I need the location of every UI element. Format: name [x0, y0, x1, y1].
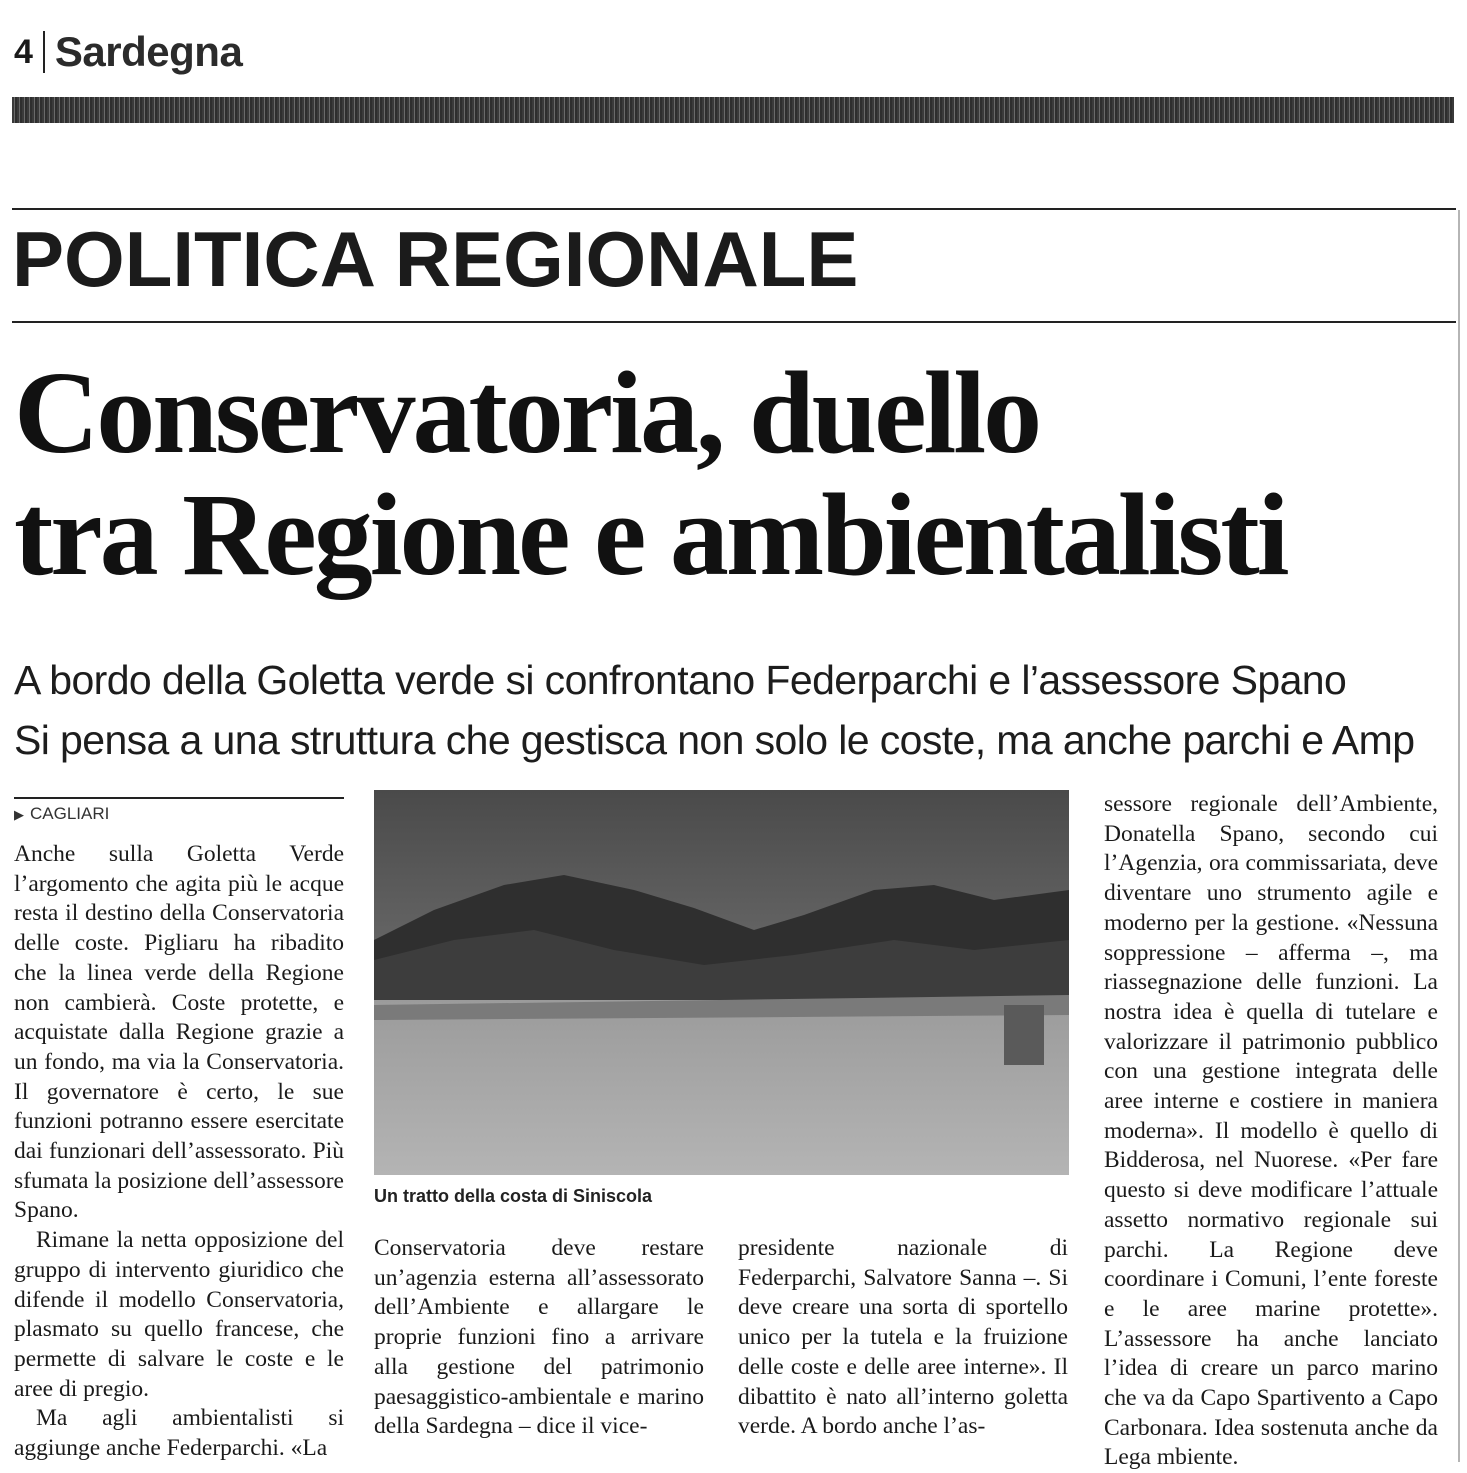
subheadline [14, 650, 1454, 770]
header-bar [12, 97, 1454, 123]
rule-top [12, 208, 1456, 210]
page-header [14, 28, 242, 76]
paragraph-2: Rimane la netta opposizione del gruppo di intervento giuridico che difende il modello Conservatoria, plasmato su quello francese, che permette di salvare le coste e le aree di pregio. [14, 1227, 344, 1402]
dateline-text: CAGLIARI [30, 804, 110, 823]
rubric: POLITICA REGIONALE [12, 215, 859, 303]
paragraph-1: Anche sulla Goletta Verde l’argomento che agita più le acque resta il destino della Conservatoria delle coste. Pigliaru ha ribadito che la linea verde della Regione non cambierà. Coste protette, e acquistate dalla Regione grazie a un fondo, ma via la Conservatoria. Il governatore è certo, le sue funzioni potranno essere esercitate dai funzionari dell’assessorato. Più sfumata la posizione dell’assessore Spano. [14, 841, 344, 1224]
dateline [14, 797, 344, 824]
paragraph-3: Ma agli ambientalisti si aggiunge anche Federparchi. «La [14, 1405, 344, 1462]
paragraph-4: Conservatoria deve restare un’agenzia esterna all’assessorato dell’Ambiente e allargare le proprie funzioni fino a arrivare alla gestione del patrimonio paesaggistico-ambientale e marino della Sardegna – dice il vice- [374, 1235, 704, 1440]
article-column-1 [14, 840, 344, 1464]
page-number: 4 [14, 32, 33, 71]
rule-mid [12, 321, 1456, 323]
headline [14, 347, 1454, 600]
section-name: Sardegna [54, 28, 243, 75]
photo-caption: Un tratto della costa di Siniscola [374, 1186, 653, 1206]
headline-line-2: tra Regione e ambientalisti [14, 469, 1287, 600]
subheadline-line-1: A bordo della Goletta verde si confrontano Federparchi e l’assessore Spano [14, 657, 1347, 703]
article-column-2 [374, 1234, 704, 1442]
paragraph-6: sessore regionale dell’Ambiente, Donatella Spano, secondo cui l’Agenzia, ora commissariata, deve diventare uno strumento agile e moderno per la gestione. «Nessuna soppressione – afferma –, ma riassegnazione delle funzioni. La nostra idea è quella di tutelare e valorizzare il patrimonio pubblico con una gestione integrata delle aree interne e costiere in maniera moderna». Il modello è quello di Bidderosa, nel Nuorese. «Per fare questo si deve modificare l’attuale assetto normativo regionale sui parchi. La Regione deve coordinare i Comuni, l’ente foreste e le aree marine protette». L’assessore ha anche lanciato l’idea di creare un parco marino che va da Capo Spartivento a Capo Carbonara. Idea sostenuta anche da Lega mbiente. [1104, 791, 1438, 1471]
dateline-marker-icon: ▶ [14, 807, 24, 822]
subheadline-line-2: Si pensa a una struttura che gestisca non solo le coste, ma anche parchi e Amp [14, 717, 1415, 763]
coast-photo-image [374, 790, 1069, 1175]
coast-photo [374, 790, 1069, 1175]
paragraph-5: presidente nazionale di Federparchi, Salvatore Sanna –. Si deve creare una sorta di sportello unico per la tutela e la fruizione delle coste e delle aree interne». Il dibattito è nato all’interno goletta verde. A bordo anche l’as- [738, 1235, 1068, 1440]
article-column-4 [1104, 790, 1438, 1473]
header-divider [43, 31, 45, 73]
headline-line-1: Conservatoria, duello [14, 347, 1040, 478]
page-edge [1458, 210, 1460, 1462]
article-column-3 [738, 1234, 1068, 1442]
